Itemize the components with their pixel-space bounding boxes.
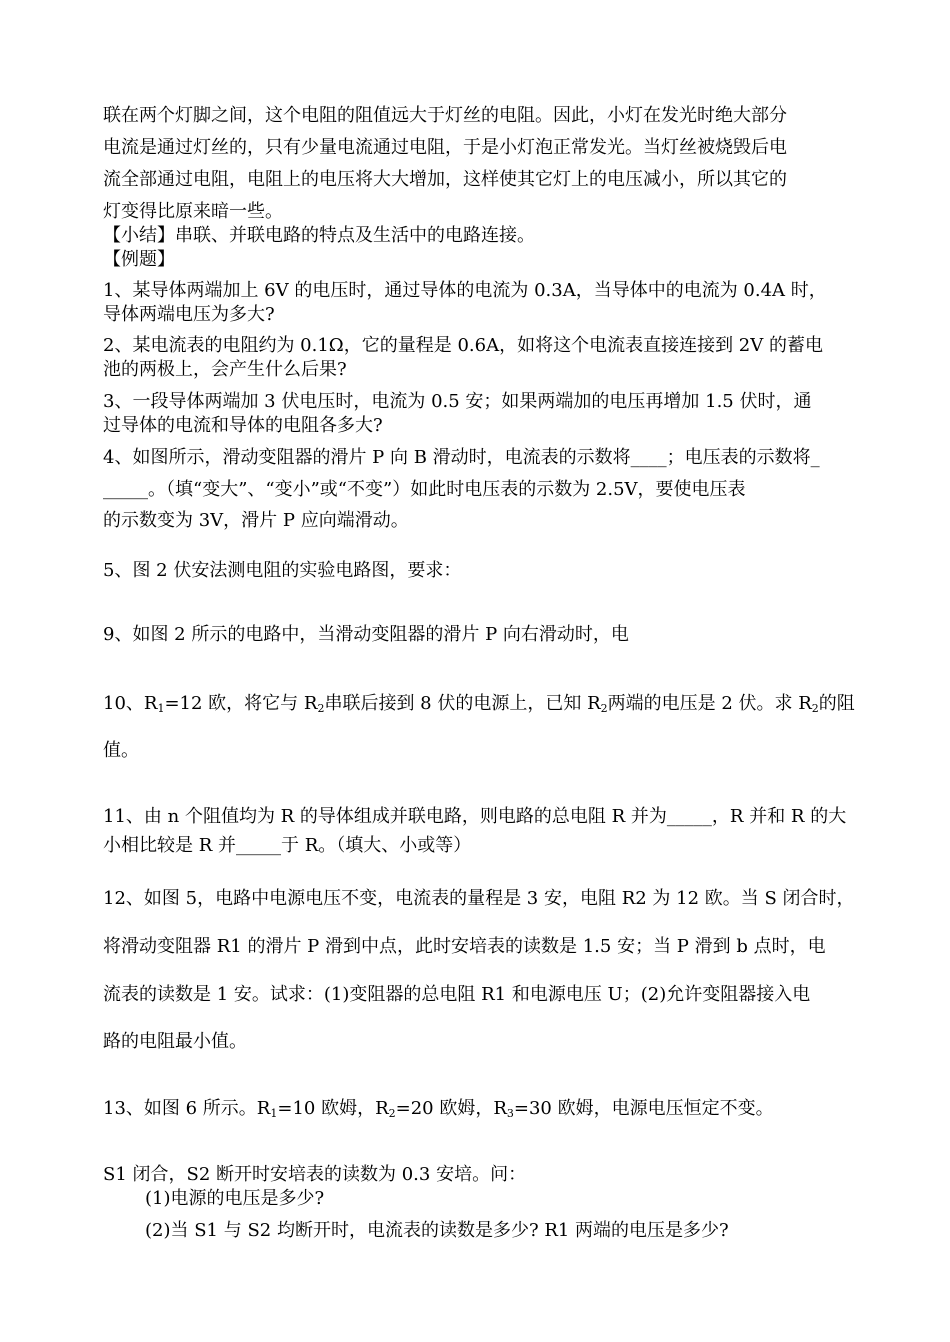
question-13-sub-1: (1)电源的电压是多少? (145, 1188, 325, 1209)
question-11-line: 小相比较是 R 并_____于 R。（填大、小或等） (103, 835, 472, 856)
question-1-line: 导体两端电压为多大? (103, 304, 275, 325)
question-2-line: 池的两极上，会产生什么后果? (103, 359, 347, 380)
text-line: 联在两个灯脚之间，这个电阻的阻值远大于灯丝的电阻。因此，小灯在发光时绝大部分 (103, 105, 787, 126)
examples-heading: 【例题】 (103, 249, 175, 270)
question-3-line: 过导体的电流和导体的电阻各多大? (103, 415, 383, 436)
question-2-line: 2、某电流表的电阻约为 0.1Ω，它的量程是 0.6A，如将这个电流表直接连接到 2V 的蓄电 (103, 335, 823, 356)
question-3-line: 3、一段导体两端加 3 伏电压时，电流为 0.5 安；如果两端加的电压再增加 1.5 伏时，通 (103, 391, 812, 412)
text-line: 电流是通过灯丝的，只有少量电流通过电阻，于是小灯泡正常发光。当灯丝被烧毁后电 (103, 137, 787, 158)
question-1-line: 1、某导体两端加上 6V 的电压时，通过导体的电流为 0.3A，当导体中的电流为 0.4A 时， (103, 280, 827, 301)
question-4-line: 4、如图所示，滑动变阻器的滑片 P 向 B 滑动时，电流表的示数将____；电压表的示数将_ (103, 447, 820, 468)
question-9-line: 9、如图 2 所示的电路中，当滑动变阻器的滑片 P 向右滑动时，电 (103, 624, 629, 645)
question-5-line: 5、图 2 伏安法测电阻的实验电路图，要求： (103, 560, 462, 581)
question-10-line: 值。 (103, 740, 139, 761)
question-12-line: 流表的读数是 1 安。试求：(1)变阻器的总电阻 R1 和电源电压 U；(2)允许变阻器接入电 (103, 984, 811, 1005)
question-13-line: 13、如图 6 所示。$R_1=10$ 欧姆，$R_2=20$ 欧姆，$R_3=30$ 欧姆，电源电压恒定不变。 (103, 1098, 774, 1120)
text-line: 灯变得比原来暗一些。 (103, 201, 283, 222)
question-12-line: 路的电阻最小值。 (103, 1031, 247, 1052)
question-4-line: _____。（填“变大”、“变小”或“不变”）如此时电压表的示数为 2.5V，要使电压表 (103, 479, 746, 500)
text-line: 流全部通过电阻，电阻上的电压将大大增加，这样使其它灯上的电压减小，所以其它的 (103, 169, 787, 190)
question-11-line: 11、由 n 个阻值均为 R 的导体组成并联电路，则电路的总电阻 R 并为_____，R 并和 R 的大 (103, 806, 847, 827)
question-12-line: 将滑动变阻器 R1 的滑片 P 滑到中点，此时安培表的读数是 1.5 安；当 P 滑到 b 点时，电 (103, 936, 826, 957)
question-10-line: 10、$R_1=12$ 欧，将它与 $R_2$串联后接到 8 伏的电源上，已知 $R_2$两端的电压是 2 伏。求 $R_2$的阻 (103, 693, 855, 715)
question-4-line: 的示数变为 3V，滑片 P 应向端滑动。 (103, 510, 409, 531)
question-13-line: S1 闭合，S2 断开时安培表的读数为 0.3 安培。问： (103, 1164, 527, 1185)
question-13-sub-2: (2)当 S1 与 S2 均断开时，电流表的读数是多少? R1 两端的电压是多少? (145, 1220, 729, 1241)
summary-heading: 【小结】串联、并联电路的特点及生活中的电路连接。 (103, 225, 535, 246)
question-12-line: 12、如图 5，电路中电源电压不变，电流表的量程是 3 安，电阻 R2 为 12 欧。当 S 闭合时， (103, 888, 855, 909)
